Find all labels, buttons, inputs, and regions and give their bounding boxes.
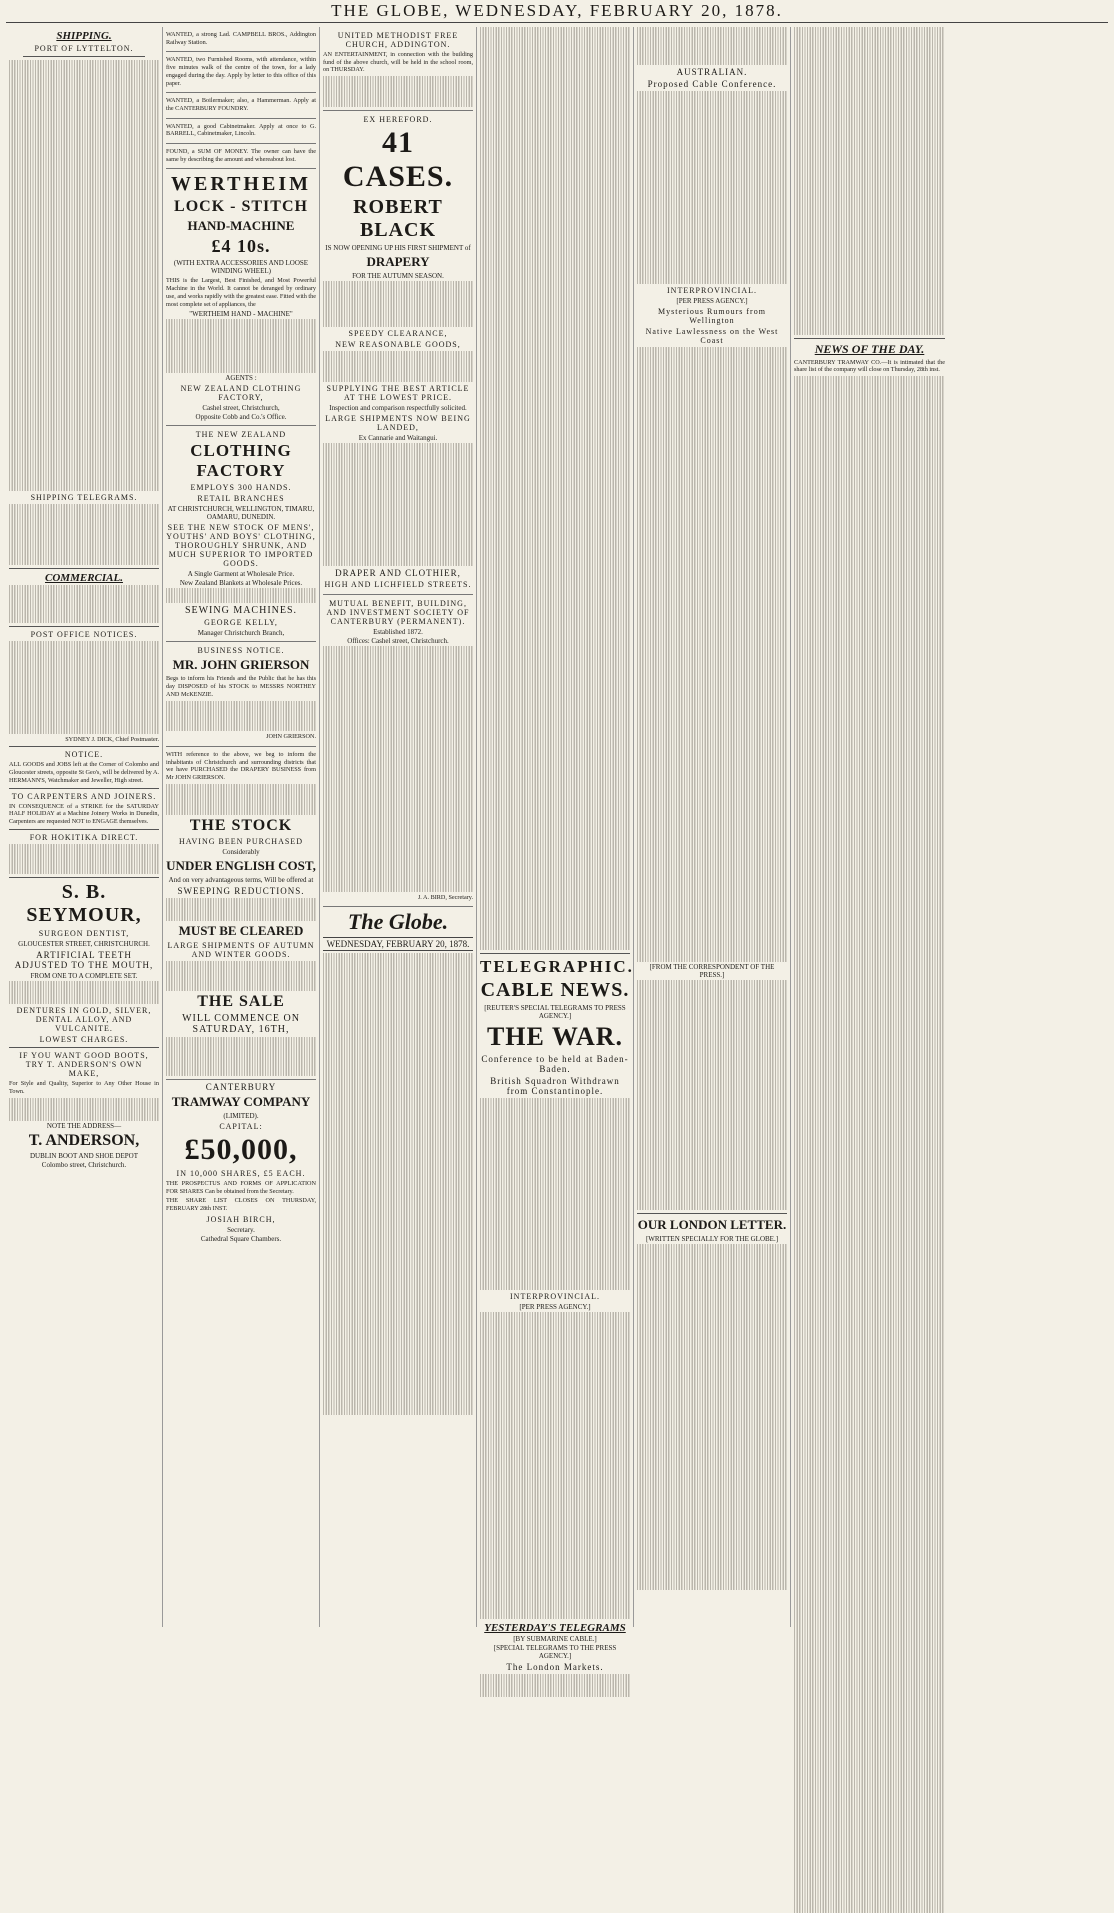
yesterdays-telegrams-heading: YESTERDAY'S TELEGRAMS bbox=[484, 1622, 626, 1635]
reference-text: WITH reference to the above, we beg to inform the inhabitants of Christchurch and surrounding districts that we have PURCHASED the DRAPERY BUSINESS from Mr JOHN GRIERSON. bbox=[166, 751, 316, 782]
opposite-cobb: Opposite Cobb and Co.'s Office. bbox=[195, 413, 287, 422]
robert-black-title: ROBERT BLACK bbox=[353, 195, 443, 241]
wertheim-text: THIS is the Largest, Best Finished, and Most Powerful Machine in the World. It cannot be deranged by ordinary use, and works rapidly with the greatest ease. Fitted with the most complete set of appliances, the bbox=[166, 277, 316, 308]
ex-hereford: EX HEREFORD. bbox=[363, 114, 433, 124]
dentist-title: SURGEON DENTIST, bbox=[38, 929, 130, 939]
wertheim-accessories: (WITH EXTRA ACCESSORIES AND LOOSE WINDING WHEEL) bbox=[173, 259, 309, 276]
commercial-heading: COMMERCIAL. bbox=[45, 572, 123, 584]
column-6 bbox=[791, 27, 948, 1627]
opening-up: IS NOW OPENING UP HIS FIRST SHIPMENT of bbox=[325, 243, 471, 252]
drapery-title: DRAPERY bbox=[366, 253, 430, 269]
depot-name: DUBLIN BOOT AND SHOE DEPOT bbox=[30, 1151, 138, 1160]
special-telegrams: [SPECIAL TELEGRAMS TO THE PRESS AGENCY.] bbox=[493, 1644, 617, 1661]
war-text bbox=[480, 1098, 630, 1290]
single-garment: A Single Garment at Wholesale Price. bbox=[187, 570, 295, 579]
tramway-company: TRAMWAY COMPANY bbox=[171, 1093, 311, 1109]
cases-title: 41 CASES. bbox=[342, 125, 454, 193]
branch-towns: AT CHRISTCHURCH, WELLINGTON, TIMARU, OAMARU, DUNEDIN. bbox=[167, 505, 315, 522]
interprovincial-heading-4: INTERPROVINCIAL. bbox=[510, 1291, 600, 1301]
business-notice: BUSINESS NOTICE. bbox=[197, 646, 285, 656]
ad-grierson bbox=[166, 642, 316, 747]
hand-machine-title: HAND-MACHINE bbox=[187, 218, 295, 234]
prospectus-text: THE PROSPECTUS AND FORMS OF APPLICATION FOR SHARES Can be obtained from the Secretary. bbox=[166, 1179, 316, 1195]
draper-clothier: DRAPER AND CLOTHIER, bbox=[335, 567, 461, 578]
ex-ships: Ex Cannarie and Waitangui. bbox=[358, 433, 438, 442]
column-6-upper-text bbox=[794, 27, 945, 335]
ad-nz-clothing bbox=[166, 426, 316, 642]
grierson-name: MR. JOHN GRIERSON bbox=[172, 657, 310, 673]
address-note: NOTE THE ADDRESS— bbox=[46, 1121, 122, 1130]
the-war-title: THE WAR. bbox=[486, 1021, 624, 1051]
bird-secretary: J. A. BIRD, Secretary. bbox=[417, 893, 473, 901]
telegraphic-title: TELEGRAPHIC. bbox=[480, 956, 634, 976]
ad-methodist bbox=[323, 27, 473, 111]
depot-address: Colombo street, Christchurch. bbox=[41, 1160, 127, 1169]
nz-blankets: New Zealand Blankets at Wholesale Prices. bbox=[179, 579, 303, 588]
interprovincial-heading-5: INTERPROVINCIAL. bbox=[667, 285, 757, 295]
methodist-heading: UNITED METHODIST FREE CHURCH, ADDINGTON. bbox=[337, 31, 459, 49]
seymour-name: S. B. SEYMOUR, bbox=[26, 881, 142, 927]
reuter-line: [REUTER'S SPECIAL TELEGRAMS TO PRESS AGENCY.] bbox=[484, 1003, 626, 1020]
established-line: Established 1872. bbox=[373, 627, 423, 636]
wanted-boilermaker-text: WANTED, a Boilermaker; also, a Hammerman. Apply at the CANTERBURY FOUNDRY. bbox=[166, 97, 316, 112]
port-heading: PORT OF LYTTELTON. bbox=[34, 44, 134, 53]
ad-found bbox=[166, 144, 316, 169]
ad-wanted-cabinetmaker bbox=[166, 119, 316, 144]
interprovincial-text-5 bbox=[637, 347, 787, 962]
australian-heading: AUSTRALIAN. bbox=[676, 67, 748, 78]
ad-wertheim bbox=[166, 169, 316, 426]
tramway-news: CANTERBURY TRAMWAY CO.—It is intimated that the share list of the company will close on Thursday, 28th inst. bbox=[794, 358, 945, 374]
mutual-benefit-heading: MUTUAL BENEFIT, BUILDING, AND INVESTMENT SOCIETY OF CANTERBURY (PERMANENT). bbox=[326, 598, 470, 626]
news-of-the-day-text bbox=[794, 376, 945, 1913]
large-shipments: LARGE SHIPMENTS NOW BEING LANDED, bbox=[325, 413, 471, 432]
grierson-signature: JOHN GRIERSON. bbox=[266, 733, 316, 741]
london-letter-heading: OUR LONDON LETTER. bbox=[637, 1217, 787, 1233]
native-lawlessness: Native Lawlessness on the West Coast bbox=[645, 326, 779, 345]
dentures-line: DENTURES IN GOLD, SILVER, DENTAL ALLOY, AND VULCANITE. bbox=[16, 1006, 152, 1034]
ad-the-stock bbox=[166, 747, 316, 1080]
shipping-text bbox=[9, 60, 159, 491]
interprovincial-text-4 bbox=[480, 1312, 630, 1620]
ad-robert-black bbox=[323, 111, 473, 595]
column-4 bbox=[477, 27, 634, 1673]
shipping-heading: SHIPPING. bbox=[56, 30, 112, 42]
column-3 bbox=[320, 27, 477, 1627]
ad-mutual-benefit bbox=[323, 595, 473, 908]
george-kelly: GEORGE KELLY, bbox=[204, 618, 278, 628]
high-lichfield: HIGH AND LICHFIELD STREETS. bbox=[324, 579, 472, 589]
wertheim-title: WERTHEIM bbox=[171, 173, 311, 196]
anderson-name: T. ANDERSON, bbox=[28, 1131, 140, 1149]
postmaster: SYDNEY J. DICK, Chief Postmaster. bbox=[65, 735, 159, 743]
editorial-text bbox=[323, 953, 473, 1414]
cathedral-chambers: Cathedral Square Chambers. bbox=[200, 1234, 282, 1243]
lockstitch-title: LOCK - STITCH bbox=[174, 198, 308, 216]
teeth-price: FROM ONE TO A COMPLETE SET. bbox=[30, 972, 138, 981]
charges-line: LOWEST CHARGES. bbox=[39, 1035, 129, 1045]
grierson-text: Begs to inform his Friends and the Public that he has this day DISPOSED of his STOCK to MESSRS NORTHEY AND McKENZIE. bbox=[166, 675, 316, 698]
boots-text: For Style and Quality, Superior to Any Other House in Town. bbox=[9, 1080, 159, 1096]
shares-line: IN 10,000 SHARES, £5 EACH. bbox=[176, 1168, 306, 1178]
cable-news-title: CABLE NEWS. bbox=[480, 978, 630, 1001]
the-new-zealand: THE NEW ZEALAND bbox=[195, 430, 287, 440]
ad-wanted-rooms bbox=[166, 52, 316, 93]
wanted-rooms-text: WANTED, two Furnished Rooms, with attendance, within five minutes walk of the centre of the town, for a lady engaged during the day. Apply by letter to this office of this paper. bbox=[166, 56, 316, 87]
clothing-factory-title: CLOTHING FACTORY bbox=[190, 441, 292, 481]
boots-heading: IF YOU WANT GOOD BOOTS, TRY T. ANDERSON'S OWN MAKE, bbox=[19, 1051, 149, 1079]
employs-hands: EMPLOYS 300 HANDS. bbox=[190, 483, 292, 493]
must-be-cleared: MUST BE CLEARED bbox=[178, 922, 304, 938]
the-globe-title: The Globe. bbox=[347, 909, 449, 935]
cashel-street: Cashel street, Christchurch, bbox=[202, 404, 280, 413]
masthead: THE GLOBE, WEDNESDAY, FEBRUARY 20, 1878. bbox=[6, 0, 1108, 23]
offices-line: Offices: Cashel street, Christchurch. bbox=[347, 636, 449, 645]
retail-branches: RETAIL BRANCHES bbox=[197, 494, 285, 504]
secretary-label: Secretary. bbox=[227, 1225, 255, 1234]
capital-amount: £50,000, bbox=[184, 1132, 298, 1166]
sweeping-reductions: SWEEPING REDUCTIONS. bbox=[177, 885, 305, 896]
column-2 bbox=[163, 27, 320, 1627]
press-agency-5: [PER PRESS AGENCY.] bbox=[676, 296, 748, 305]
conference-line: Conference to be held at Baden-Baden. bbox=[481, 1053, 629, 1074]
carpenters-text: IN CONSEQUENCE of a STRIKE for the SATURDAY HALF HOLIDAY at a Machine Joinery Works in Dunedin, Carpenters are requested NOT to ENGAGE themselves. bbox=[9, 802, 159, 825]
news-of-the-day-heading: NEWS OF THE DAY. bbox=[814, 341, 925, 356]
ad-tramway bbox=[166, 1082, 316, 1243]
column-5 bbox=[634, 27, 791, 1627]
share-list-text: THE SHARE LIST CLOSES ON THURSDAY, FEBRUARY 28th INST. bbox=[166, 1197, 316, 1212]
advantageous-terms: And on very advantageous terms, Will be offered at bbox=[168, 875, 314, 884]
column-1 bbox=[6, 27, 163, 1627]
canterbury-label: CANTERBURY bbox=[205, 1081, 277, 1092]
timaru-text bbox=[637, 980, 787, 1211]
wertheim-price: £4 10s. bbox=[211, 236, 271, 257]
considerably: Considerably bbox=[222, 847, 260, 856]
hokitika-heading: FOR HOKITIKA DIRECT. bbox=[29, 832, 139, 842]
globe-dateline: WEDNESDAY, FEBRUARY 20, 1878. bbox=[323, 937, 473, 951]
dentist-address: GLOUCESTER STREET, CHRISTCHURCH. bbox=[18, 940, 150, 949]
wanted-cabinetmaker-text: WANTED, a good Cabinetmaker. Apply at once to G. BARRELL, Cabinetmaker, Lincoln. bbox=[166, 122, 316, 138]
ad-wanted-boilermaker bbox=[166, 93, 316, 118]
press-agency-4: [PER PRESS AGENCY.] bbox=[519, 1302, 591, 1311]
london-markets: The London Markets. bbox=[506, 1662, 604, 1673]
columns bbox=[6, 27, 1108, 1673]
submarine-cable: [BY SUBMARINE CABLE.] bbox=[513, 1635, 597, 1644]
wanted-lad-text: WANTED, a strong Lad. CAMPBELL BROS., Addington Railway Station. bbox=[166, 31, 316, 46]
london-letter-text bbox=[637, 1244, 787, 1590]
notice-heading: NOTICE. bbox=[64, 750, 104, 760]
written-specially: [WRITTEN SPECIALLY FOR THE GLOBE.] bbox=[645, 1235, 779, 1244]
the-sale-title: THE SALE bbox=[197, 993, 285, 1011]
sewing-machines: SEWING MACHINES. bbox=[184, 605, 298, 617]
limited-label: (LIMITED). bbox=[223, 1111, 259, 1120]
agents-label: AGENTS : bbox=[225, 374, 257, 383]
supplying-best: SUPPLYING THE BEST ARTICLE AT THE LOWEST PRICE. bbox=[326, 383, 470, 402]
josiah-birch: JOSIAH BIRCH, bbox=[206, 1214, 276, 1224]
column-4-upper-text bbox=[480, 27, 630, 950]
squadron-line: British Squadron Withdrawn from Constantinople. bbox=[490, 1075, 620, 1096]
carpenters-heading: TO CARPENTERS AND JOINERS. bbox=[11, 791, 157, 801]
press-correspondent: [FROM THE CORRESPONDENT OF THE PRESS.] bbox=[649, 962, 775, 979]
under-english-cost: UNDER ENGLISH COST, bbox=[166, 857, 316, 873]
see-new-stock: SEE THE NEW STOCK OF MENS', YOUTHS' AND BOYS' CLOTHING, THOROUGHLY SHRUNK, AND MUCH SUPERIOR TO IMPORTED GOODS. bbox=[166, 523, 316, 569]
autumn-winter-goods: LARGE SHIPMENTS OF AUTUMN AND WINTER GOODS. bbox=[167, 940, 315, 959]
cable-conference: Proposed Cable Conference. bbox=[647, 79, 777, 90]
having-been-purchased: HAVING BEEN PURCHASED bbox=[179, 836, 303, 846]
australian-text bbox=[637, 91, 787, 283]
reasonable-goods: NEW REASONABLE GOODS, bbox=[335, 339, 461, 349]
notice-text: ALL GOODS and JOBS left at the Corner of Colombo and Gloucester streets, opposite St Geo's, will be delivered by A. HERMANN'S, Watchmaker and Jeweller, High street. bbox=[9, 761, 159, 784]
speedy-clearance: SPEEDY CLEARANCE, bbox=[348, 328, 448, 338]
sale-date: WILL COMMENCE ON SATURDAY, 16TH, bbox=[182, 1013, 300, 1036]
nz-clothing-factory: NEW ZEALAND CLOTHING FACTORY, bbox=[180, 384, 302, 403]
the-stock-title: THE STOCK bbox=[189, 816, 293, 834]
found-text: FOUND, a SUM OF MONEY. The owner can have the same by describing the amount and whereabout lost. bbox=[166, 148, 316, 163]
autumn-season: FOR THE AUTUMN SEASON. bbox=[352, 271, 444, 280]
shipping-telegrams-heading: SHIPPING TELEGRAMS. bbox=[30, 492, 138, 502]
methodist-text: AN ENTERTAINMENT, in connection with the building fund of the above church, will be held in the school room, on THURSDAY. bbox=[323, 51, 473, 74]
teeth-line: ARTIFICIAL TEETH ADJUSTED TO THE MOUTH, bbox=[14, 950, 154, 971]
wertheim-quote: "WERTHEIM HAND - MACHINE" bbox=[189, 310, 293, 319]
mysterious-rumours: Mysterious Rumours from Wellington bbox=[658, 306, 766, 325]
post-office-heading: POST OFFICE NOTICES. bbox=[30, 630, 138, 640]
ad-wanted-lad bbox=[166, 27, 316, 52]
capital-label: CAPITAL: bbox=[219, 1121, 263, 1131]
manager-branch: Manager Christchurch Branch, bbox=[197, 629, 285, 638]
inspection-solicited: Inspection and comparison respectfully solicited. bbox=[329, 403, 467, 412]
